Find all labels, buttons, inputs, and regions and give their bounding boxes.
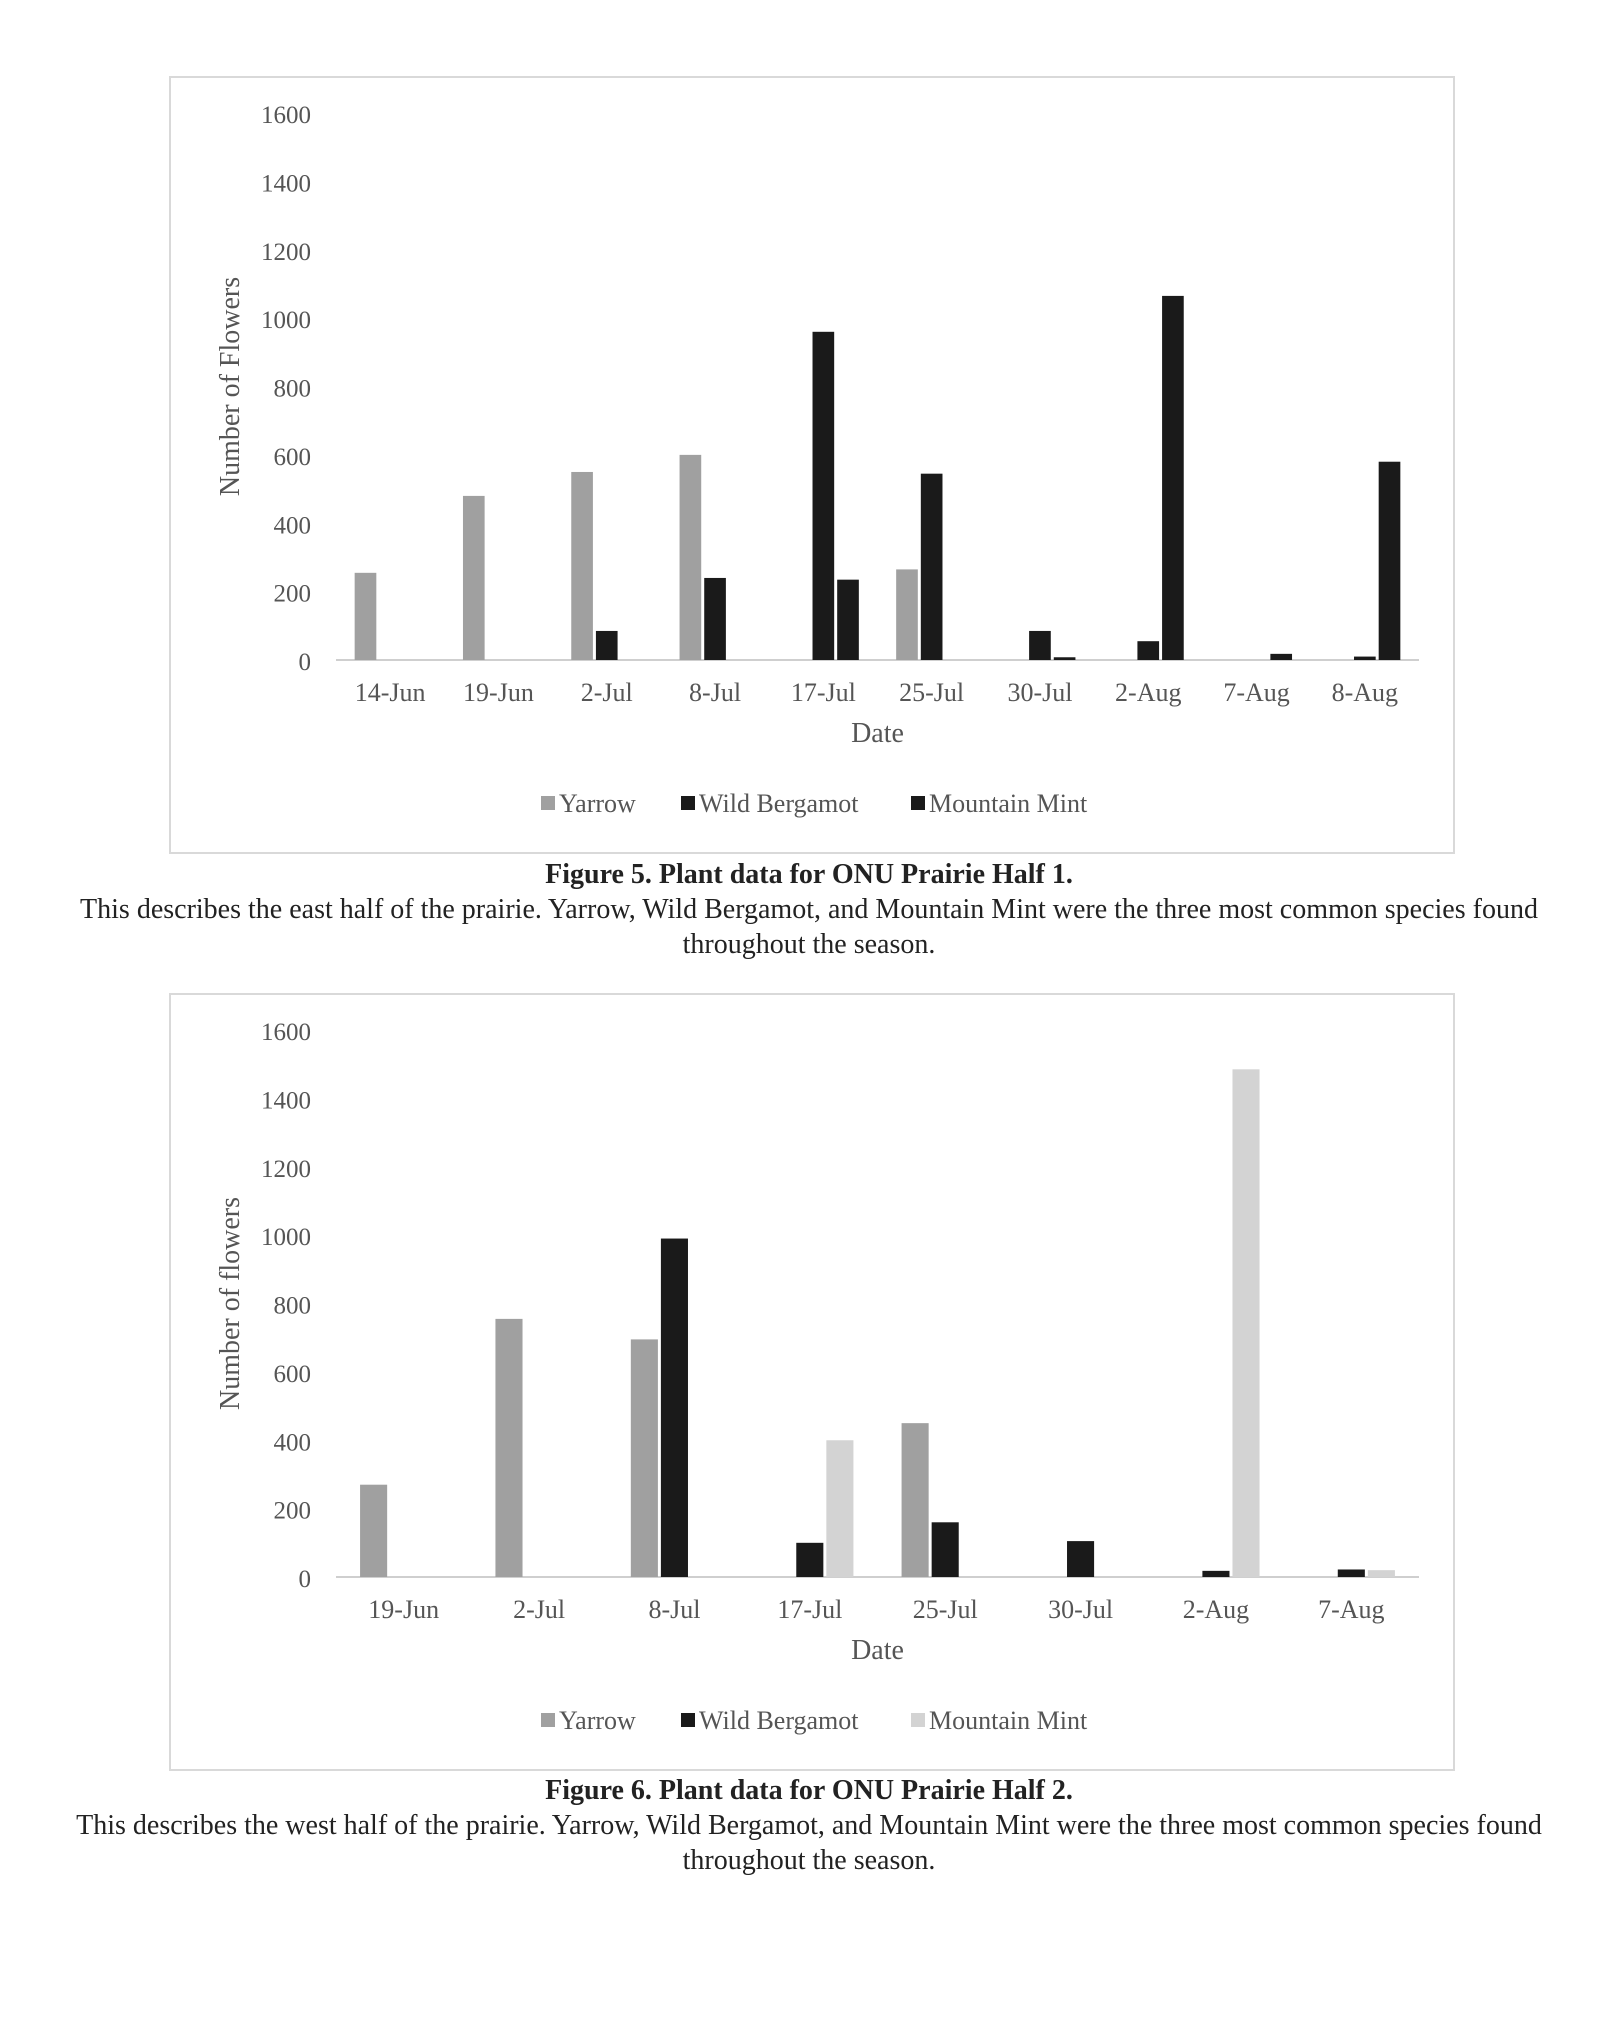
legend-label: Yarrow — [559, 1706, 636, 1735]
x-tick-label: 17-Jul — [790, 678, 856, 707]
bar-wild-bergamot — [704, 578, 726, 660]
y-tick-label: 1400 — [261, 170, 311, 198]
legend-label: Yarrow — [559, 789, 636, 818]
y-tick-label: 1600 — [261, 1019, 311, 1046]
legend-swatch — [911, 1713, 925, 1727]
bar-wild-bergamot — [1202, 1571, 1229, 1577]
bar-mountain-mint — [1054, 657, 1076, 660]
x-tick-label: 19-Jun — [463, 678, 534, 707]
x-tick-label: 14-Jun — [354, 678, 426, 707]
figure-5-caption-text: This describes the east half of the prairie. Yarrow, Wild Bergamot, and Mountain Mint were the three most common species found throughout the season. — [80, 894, 1538, 960]
figure-5-caption — [60, 857, 1558, 962]
legend-swatch — [911, 796, 925, 810]
legend-label: Mountain Mint — [929, 1706, 1088, 1735]
figure-5-caption-title: Figure 5. Plant data for ONU Prairie Half 1. — [545, 859, 1073, 890]
x-axis-label: Date — [851, 718, 904, 749]
figure-6-chart — [169, 993, 1455, 1771]
y-tick-label: 600 — [273, 443, 311, 471]
x-tick-label: 2-Aug — [1115, 678, 1182, 707]
x-tick-label: 2-Jul — [513, 1595, 566, 1624]
x-tick-label: 17-Jul — [777, 1595, 843, 1624]
y-tick-label: 600 — [273, 1360, 311, 1388]
figure-5-plot — [171, 78, 1453, 852]
x-tick-label: 2-Jul — [580, 678, 633, 707]
y-tick-label: 400 — [273, 1429, 311, 1457]
y-tick-label: 0 — [298, 649, 311, 676]
bar-wild-bergamot — [796, 1543, 823, 1577]
legend-label: Wild Bergamot — [699, 1706, 859, 1735]
bar-yarrow — [360, 1485, 387, 1577]
bar-mountain-mint — [1162, 296, 1184, 660]
x-tick-label: 7-Aug — [1223, 678, 1290, 707]
x-tick-label: 7-Aug — [1318, 1595, 1385, 1624]
bar-yarrow — [902, 1423, 929, 1577]
y-tick-label: 200 — [273, 1497, 311, 1525]
x-tick-label: 30-Jul — [1007, 678, 1073, 707]
bar-wild-bergamot — [813, 332, 835, 660]
legend-swatch — [541, 1713, 555, 1727]
y-tick-label: 1000 — [261, 307, 311, 335]
y-axis-label: Number of Flowers — [215, 276, 246, 497]
figure-6-caption-text: This describes the west half of the prairie. Yarrow, Wild Bergamot, and Mountain Mint were the three most common species found throughout the season. — [76, 1810, 1542, 1876]
bar-wild-bergamot — [1067, 1541, 1094, 1577]
legend-swatch — [681, 796, 695, 810]
bar-wild-bergamot — [1354, 657, 1376, 660]
bar-yarrow — [463, 496, 485, 660]
x-tick-label: 8-Jul — [648, 1595, 701, 1624]
bar-mountain-mint — [1368, 1570, 1395, 1577]
bar-wild-bergamot — [932, 1522, 959, 1577]
x-axis-label: Date — [851, 1635, 904, 1666]
x-tick-label: 2-Aug — [1182, 1595, 1250, 1624]
y-tick-label: 1000 — [261, 1224, 311, 1252]
y-tick-label: 1400 — [261, 1087, 311, 1115]
bar-yarrow — [631, 1339, 658, 1577]
bar-wild-bergamot — [1137, 641, 1159, 660]
bar-yarrow — [495, 1319, 522, 1577]
bar-mountain-mint — [1270, 654, 1292, 660]
y-tick-label: 200 — [273, 580, 311, 608]
bar-mountain-mint — [837, 580, 859, 660]
y-tick-label: 1200 — [261, 238, 311, 266]
bar-wild-bergamot — [921, 474, 943, 660]
x-tick-label: 30-Jul — [1048, 1595, 1114, 1624]
bar-wild-bergamot — [1029, 631, 1051, 660]
bar-wild-bergamot — [1338, 1569, 1365, 1577]
bar-wild-bergamot — [661, 1239, 688, 1577]
bar-mountain-mint — [1232, 1069, 1259, 1577]
bar-mountain-mint — [1379, 462, 1401, 660]
x-tick-label: 19-Jun — [368, 1595, 440, 1624]
bar-yarrow — [571, 472, 593, 660]
y-tick-label: 400 — [273, 512, 311, 540]
figure-6-plot — [171, 995, 1453, 1769]
figure-6-caption-title: Figure 6. Plant data for ONU Prairie Half 2. — [545, 1775, 1073, 1806]
y-tick-label: 800 — [273, 375, 311, 403]
figure-6-caption — [60, 1773, 1558, 1878]
bar-yarrow — [355, 573, 377, 660]
legend-swatch — [541, 796, 555, 810]
y-tick-label: 800 — [273, 1292, 311, 1320]
x-tick-label: 25-Jul — [912, 1595, 978, 1624]
y-tick-label: 1600 — [261, 102, 311, 129]
y-axis-label: Number of flowers — [215, 1196, 246, 1411]
bar-yarrow — [896, 569, 918, 660]
bar-wild-bergamot — [596, 631, 618, 660]
legend-swatch — [681, 1713, 695, 1727]
y-tick-label: 1200 — [261, 1155, 311, 1183]
legend-label: Wild Bergamot — [699, 789, 859, 818]
figure-5-chart — [169, 76, 1455, 854]
bar-yarrow — [680, 455, 702, 660]
y-tick-label: 0 — [298, 1566, 311, 1593]
x-tick-label: 8-Jul — [689, 678, 742, 707]
bar-mountain-mint — [826, 1440, 853, 1577]
x-tick-label: 25-Jul — [899, 678, 965, 707]
legend-label: Mountain Mint — [929, 789, 1088, 818]
x-tick-label: 8-Aug — [1331, 678, 1399, 707]
